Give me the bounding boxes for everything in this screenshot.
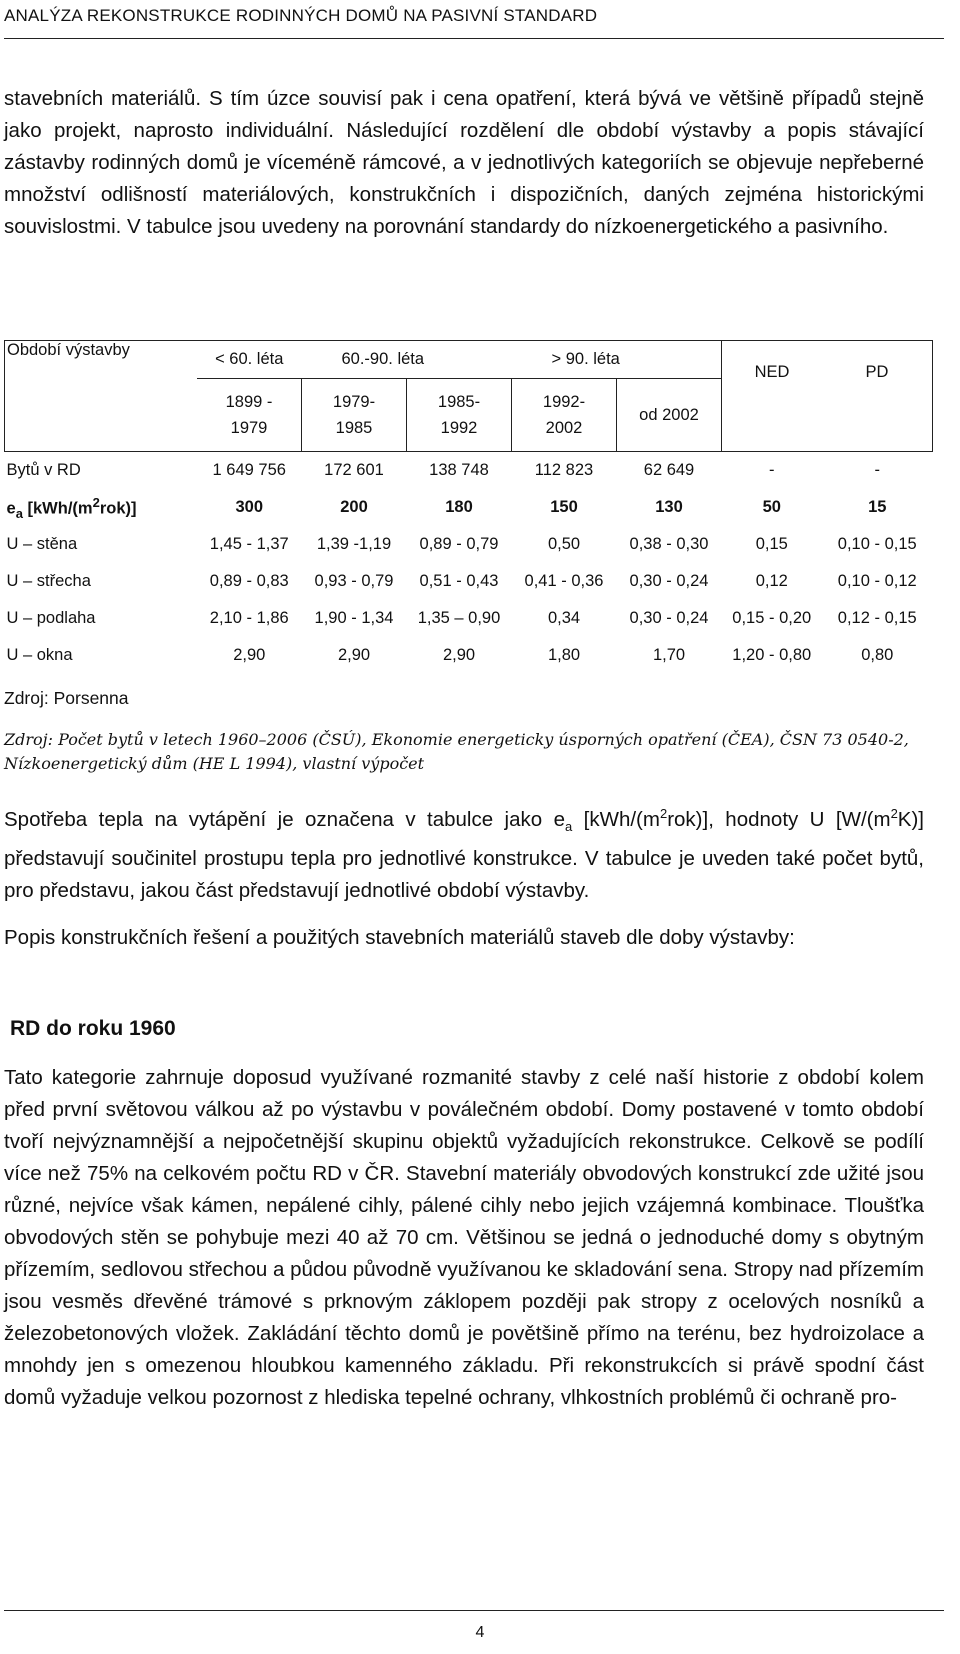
table-cell: 0,30 - 0,24 (629, 572, 709, 590)
row-label: U – stěna (6, 535, 78, 553)
header-divider (4, 38, 944, 39)
year-1979-1985: 1979- 1985 (302, 379, 407, 452)
comparison-table (4, 340, 933, 674)
explanation-paragraph: Spotřeba tepla na vytápění je označena v tabulce jako $e_a$ $[kWh/(m^2rok)]$, hodnoty U $[W/(m^2K)]$ představují součinitel prostupu tepla pro jednotlivé konstrukce. V tabulce je uveden také počet bytů, pro představu, jakou část představují jednotlivé období výstavby. (4, 806, 924, 902)
pd-label: PD (865, 363, 889, 381)
table-cell: 0,89 - 0,83 (209, 572, 289, 590)
table-cell: 150 (550, 498, 578, 516)
table-cell: 1 649 756 (197, 452, 302, 490)
running-header: ANALÝZA REKONSTRUKCE RODINNÝCH DOMŮ NA PASIVNÍ STANDARD (4, 6, 598, 25)
table-cell: 180 (445, 498, 473, 516)
table-cell: 0,12 - 0,15 (837, 609, 917, 627)
table-cell: - (722, 452, 823, 490)
year-1985-1992: 1985- 1992 (407, 379, 512, 452)
table-cell: 0,15 - 0,20 (732, 609, 812, 627)
table-source: Zdroj: Porsenna (4, 688, 129, 708)
table-cell: 0,93 - 0,79 (314, 572, 394, 590)
section-heading: RD do roku 1960 (10, 1017, 176, 1040)
sources-line-1: Zdroj: Počet bytů v letech 1960–2006 (ČSÚ), Ekonomie energeticky úsporných opatření (ČEA), ČSN 73 0540-2, (4, 730, 909, 749)
row-label-energy: $e_a$ $[kWh/(m^2rok)]$ (6, 494, 137, 521)
group-header-before-60: < 60. léta (197, 341, 302, 379)
table-cell: 0,30 - 0,24 (629, 609, 709, 627)
table-cell: - (822, 452, 933, 490)
ned-label: NED (754, 363, 790, 381)
table-cell: 1,45 - 1,37 (209, 535, 289, 553)
table-cell: 0,38 - 0,30 (629, 535, 709, 553)
table-cell: 200 (340, 498, 368, 516)
table-cell: 0,12 (755, 572, 788, 590)
table-cell: 2,10 - 1,86 (209, 609, 289, 627)
table-cell: 62 649 (617, 452, 722, 490)
intro-paragraph: stavebních materiálů. S tím úzce souvisí pak i cena opatření, která bývá ve většině případů stejně jako projekt, naprosto individuální. Následující rozdělení dle období výstavby a popis stávající zástavby rodinných domů je víceméně rámcové, a v jednotlivých kategoriích se objevuje nepřeberné množství odlišností materiálových, konstrukčních i dispozičních, daných zejména historickými souvislostmi. V tabulce jsou uvedeny na porovnání standardy do nízkoenergetického a pasivního. (4, 87, 924, 238)
table-cell: 1,80 (547, 646, 581, 664)
table-cell: 0,51 - 0,43 (419, 572, 499, 590)
table-cell: 0,50 (547, 535, 581, 553)
table-cell: 1,35 – 0,90 (417, 609, 501, 627)
table-cell: 0,10 - 0,15 (837, 535, 917, 553)
table-cell: 1,90 - 1,34 (314, 609, 394, 627)
table-cell: 1,20 - 0,80 (732, 646, 812, 664)
table-cell: 130 (655, 498, 683, 516)
row-label: U – střecha (6, 572, 91, 590)
row-label: Bytů v RD (5, 452, 198, 490)
table-cell: 0,34 (547, 609, 581, 627)
table-cell: 0,41 - 0,36 (524, 572, 604, 590)
table-cell: 300 (235, 498, 264, 516)
table-cell: 0,89 - 0,79 (419, 535, 499, 553)
row-label: U – podlaha (6, 609, 96, 627)
table-cell: 0,80 (861, 646, 894, 664)
table-cell: 0,10 - 0,12 (837, 572, 917, 590)
table-cell: 15 (868, 498, 887, 516)
table-cell: 172 601 (302, 452, 407, 490)
page-number: 4 (475, 1624, 485, 1641)
section-body-paragraph: Tato kategorie zahrnuje doposud využívané rozmanité stavby z celé naší historie z období kolem před první světovou válkou až po výstavbu v poválečném období. Domy postavené v tomto období tvoří nejvýznamnější a nejpočetnější skupinu objektů vyžadujících rekonstrukce. Celkově se podílí více než 75% na celkovém počtu RD v ČR. Stavební materiály obvodových konstrukcí zde užité jsou různé, nejvíce však kámen, nepálené cihly, pálené cihly nebo jejich vzájemná kombinace. Tloušťka obvodových stěn se pohybuje mezi 40 až 70 cm. Většinou se jedná o jednoduché domy s obytným přízemím, sedlovou střechou a půdou původně využívanou ke skladování sena. Stropy nad přízemím jsou vesměs dřevěné trámové s prknovým záklopem později pak stropy z ocelových nosníků a železobetonových vložek. Zakládání těchto domů je povětšině přímo na terénu, bez hydroizolace a mnohdy jen s omezenou hloubkou kamenného základu. Při rekonstrukcích si právě spodní část domů vyžaduje velkou pozornost z hlediska tepelné ochrany, vlhkostních problémů či ochraně pro- (4, 1066, 924, 1409)
table-cell: 0,15 (755, 535, 788, 553)
table-cell: 2,90 (337, 646, 371, 664)
sources-line-2: Nízkoenergetický dům (HE L 1994), vlastní výpočet (4, 754, 425, 773)
group-header-after-90: > 90. léta (512, 341, 722, 379)
table-cell: 1,39 -1,19 (316, 535, 392, 553)
row-label: U – okna (6, 646, 73, 664)
group-header-60-90: 60.-90. léta (302, 341, 512, 379)
footer-divider (4, 1610, 944, 1611)
data-sources-note (4, 728, 909, 776)
pd-header (822, 341, 933, 452)
year-1899-1979: 1899 - 1979 (197, 379, 302, 452)
table-cell: 1,70 (652, 646, 686, 664)
table-cell: 2,90 (233, 646, 266, 664)
ned-header (722, 341, 823, 452)
table-cell: 112 823 (512, 452, 617, 490)
corner-label: Období výstavby (5, 341, 198, 452)
table-cell: 50 (762, 498, 781, 516)
table-cell: 2,90 (442, 646, 476, 664)
year-od-2002: od 2002 (617, 379, 722, 452)
table-cell: 138 748 (407, 452, 512, 490)
year-1992-2002: 1992- 2002 (512, 379, 617, 452)
description-intro-paragraph: Popis konstrukčních řešení a použitých stavebních materiálů staveb dle doby výstavby: (4, 926, 795, 949)
